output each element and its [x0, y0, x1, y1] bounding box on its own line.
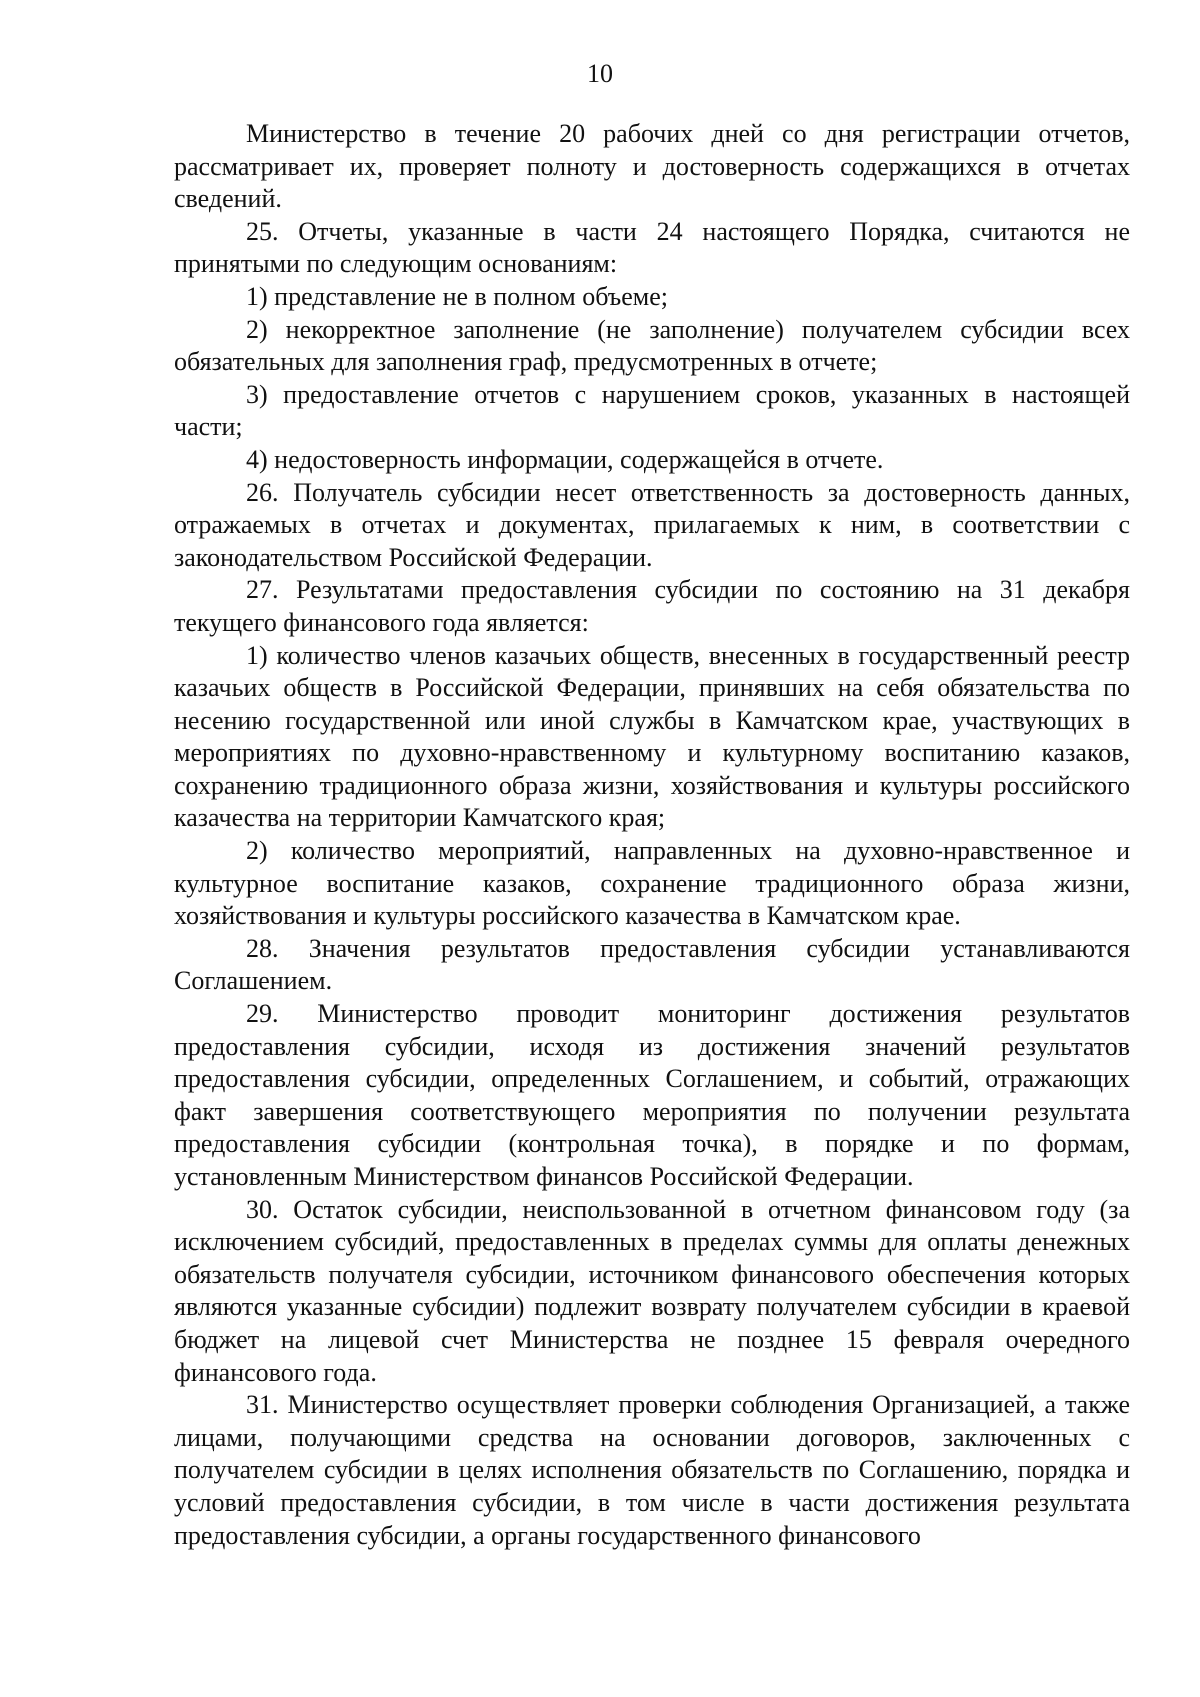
paragraph: 25. Отчеты, указанные в части 24 настоящего Порядка, считаются не принятыми по следующим основаниям:: [174, 216, 1130, 279]
paragraph: 4) недостоверность информации, содержащейся в отчете.: [246, 444, 884, 474]
paragraph: 1) количество членов казачьих обществ, внесенных в государственный реестр казачьих обществ в Российской Федерации, принявших на себя обязательства по несению государственной или иной службы в Камчатском крае, участвующих в мероприятиях по духовно-нравственному и культурному воспитанию казаков, сохранению традиционного образа жизни, хозяйствования и культуры российского казачества на территории Камчатского края;: [174, 640, 1130, 833]
paragraph: 30. Остаток субсидии, неиспользованной в отчетном финансовом году (за исключением субсидий, предоставленных в пределах суммы для оплаты денежных обязательств получателя субсидии, источником финансового обеспечения которых являются указанные субсидии) подлежит возврату получателем субсидии в краевой бюджет на лицевой счет Министерства не позднее 15 февраля очередного финансового года.: [174, 1194, 1130, 1387]
paragraph: 1) представление не в полном объеме;: [246, 281, 669, 311]
paragraph: 2) количество мероприятий, направленных на духовно-нравственное и культурное воспитание казаков, сохранение традиционного образа жизни, хозяйствования и культуры российского казачества в Камчатском крае.: [174, 836, 1130, 931]
paragraph: 29. Министерство проводит мониторинг достижения результатов предоставления субсидии, исходя из достижения значений результатов предоставления субсидии, определенных Соглашением, и событий, отражающих факт завершения соответствующего мероприятия по получении результата предоставления субсидии (контрольная точка), в порядке и по формам, установленным Министерством финансов Российской Федерации.: [174, 999, 1130, 1191]
document-body: [174, 118, 1130, 1552]
paragraph: 27. Результатами предоставления субсидии по состоянию на 31 декабря текущего финансового года является:: [174, 575, 1130, 637]
page-number: 10: [587, 59, 613, 88]
paragraph: 3) предоставление отчетов с нарушением сроков, указанных в настоящей части;: [174, 379, 1130, 442]
paragraph: 26. Получатель субсидии несет ответственность за достоверность данных, отражаемых в отчетах и документах, прилагаемых к ним, в соответствии с законодательством Российской Федерации.: [174, 477, 1130, 572]
paragraph: 31. Министерство осуществляет проверки соблюдения Организацией, а также лицами, получающими средства на основании договоров, заключенных с получателем субсидии в целях исполнения обязательств по Соглашению, порядка и условий предоставления субсидии, в том числе в части достижения результата предоставления субсидии, а органы государственного финансового: [174, 1390, 1130, 1550]
paragraph: 28. Значения результатов предоставления субсидии устанавливаются Соглашением.: [174, 933, 1130, 996]
paragraph: 2) некорректное заполнение (не заполнение) получателем субсидии всех обязательных для заполнения граф, предусмотренных в отчете;: [174, 314, 1130, 377]
paragraph: Министерство в течение 20 рабочих дней со дня регистрации отчетов, рассматривает их, проверяет полноту и достоверность содержащихся в отчетах сведений.: [174, 119, 1130, 214]
